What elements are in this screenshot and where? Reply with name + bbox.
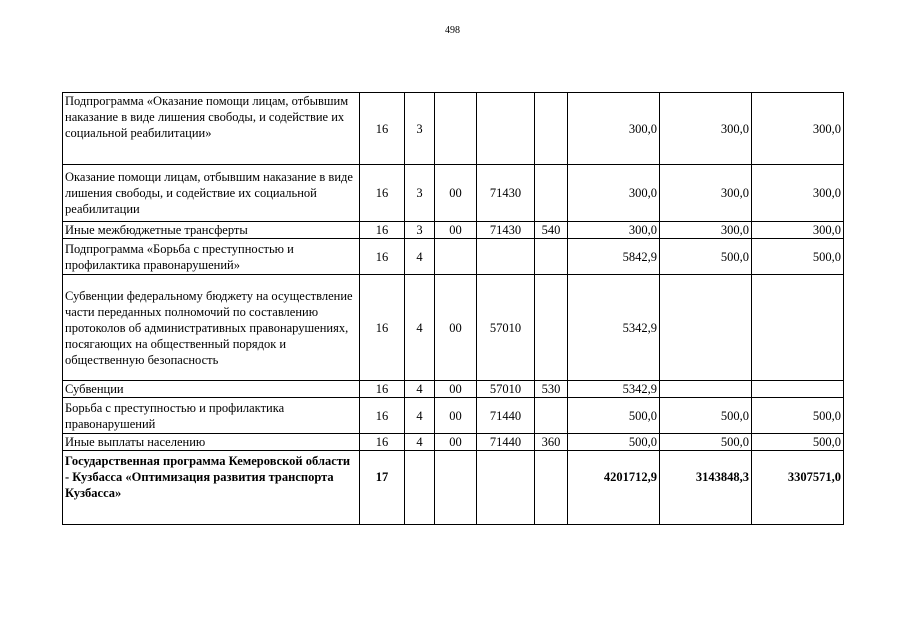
row-value-2: 300,0 [660,222,752,239]
row-code2: 4 [405,239,435,275]
row-value-3: 300,0 [752,165,844,222]
row-code3 [435,451,477,525]
row-value-3: 3307571,0 [752,451,844,525]
row-value-1: 500,0 [568,434,660,451]
row-value-3: 300,0 [752,222,844,239]
row-value-1: 500,0 [568,398,660,434]
table-row [63,222,844,239]
row-code3: 00 [435,275,477,381]
row-code3 [435,239,477,275]
row-code4: 71440 [477,398,535,434]
row-value-2 [660,381,752,398]
row-name: Подпрограмма «Борьба с преступностью и профилактика правонарушений» [63,239,360,275]
row-value-3 [752,381,844,398]
row-code1: 16 [360,275,405,381]
table-row [63,93,844,165]
row-code5 [535,239,568,275]
row-name: Субвенции [63,381,360,398]
row-code2 [405,451,435,525]
row-code2: 3 [405,165,435,222]
row-code3: 00 [435,381,477,398]
row-code2: 4 [405,434,435,451]
row-name: Иные межбюджетные трансферты [63,222,360,239]
row-code5 [535,165,568,222]
row-code4 [477,93,535,165]
row-value-2: 500,0 [660,434,752,451]
row-value-1: 300,0 [568,222,660,239]
row-code1: 16 [360,398,405,434]
row-code4: 71430 [477,222,535,239]
row-code1: 17 [360,451,405,525]
row-value-1: 300,0 [568,93,660,165]
row-code4: 57010 [477,275,535,381]
row-code4: 57010 [477,381,535,398]
table-row [63,239,844,275]
row-code5: 530 [535,381,568,398]
row-value-1: 5342,9 [568,275,660,381]
row-code5: 540 [535,222,568,239]
row-code4: 71440 [477,434,535,451]
row-value-2: 500,0 [660,398,752,434]
row-code4 [477,451,535,525]
table-row [63,434,844,451]
row-code2: 3 [405,93,435,165]
row-name: Государственная программа Кемеровской области - Кузбасса «Оптимизация развития транспорта Кузбасса» [63,451,360,525]
row-code1: 16 [360,239,405,275]
table-row [63,398,844,434]
row-code2: 4 [405,398,435,434]
row-code3: 00 [435,434,477,451]
row-value-1: 300,0 [568,165,660,222]
row-code5 [535,275,568,381]
row-code1: 16 [360,381,405,398]
row-code1: 16 [360,165,405,222]
row-name: Субвенции федеральному бюджету на осуществление части переданных полномочий по составлению протоколов об административных правонарушениях, посягающих на общественный порядок и общественную безопасность [63,275,360,381]
row-code2: 4 [405,381,435,398]
row-code4: 71430 [477,165,535,222]
row-code3: 00 [435,222,477,239]
row-value-1: 5842,9 [568,239,660,275]
row-name: Иные выплаты населению [63,434,360,451]
row-value-3: 500,0 [752,239,844,275]
row-value-3: 500,0 [752,434,844,451]
row-name: Подпрограмма «Оказание помощи лицам, отбывшим наказание в виде лишения свободы, и содействие их социальной реабилитации» [63,93,360,165]
row-value-2: 300,0 [660,93,752,165]
row-name: Борьба с преступностью и профилактика правонарушений [63,398,360,434]
row-value-3 [752,275,844,381]
row-value-2: 3143848,3 [660,451,752,525]
row-code5 [535,451,568,525]
row-value-3: 300,0 [752,93,844,165]
table-row [63,165,844,222]
row-code3 [435,93,477,165]
row-code1: 16 [360,222,405,239]
row-code5 [535,93,568,165]
row-value-1: 4201712,9 [568,451,660,525]
row-value-1: 5342,9 [568,381,660,398]
row-value-3: 500,0 [752,398,844,434]
page-number: 498 [445,25,460,36]
row-value-2: 500,0 [660,239,752,275]
row-code5: 360 [535,434,568,451]
table-row [63,381,844,398]
row-code2: 3 [405,222,435,239]
row-code4 [477,239,535,275]
row-code3: 00 [435,398,477,434]
row-code5 [535,398,568,434]
table-row [63,451,844,525]
row-code2: 4 [405,275,435,381]
row-code1: 16 [360,434,405,451]
row-value-2 [660,275,752,381]
table-row [63,275,844,381]
budget-table [62,92,844,525]
row-name: Оказание помощи лицам, отбывшим наказание в виде лишения свободы, и содействие их социальной реабилитации [63,165,360,222]
row-code1: 16 [360,93,405,165]
row-value-2: 300,0 [660,165,752,222]
row-code3: 00 [435,165,477,222]
